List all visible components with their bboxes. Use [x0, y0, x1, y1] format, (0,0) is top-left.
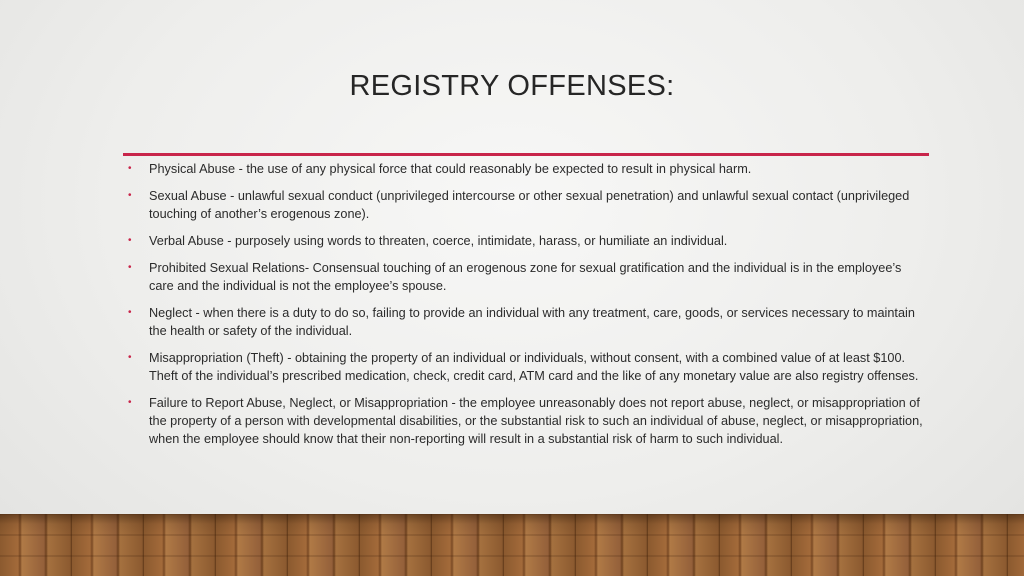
bullet-text: Misappropriation (Theft) - obtaining the property of an individual or individuals, without consent, with a combined value of at least $100. Theft of the individual’s prescribed medication, check, credit card, ATM card and the like of any monetary value are also registry offenses.	[149, 351, 919, 383]
bullet-item	[126, 187, 926, 223]
bullet-text: Failure to Report Abuse, Neglect, or Misappropriation - the employee unreasonably does not report abuse, neglect, or misappropriation of the property of a person with developmental disabilities, or the substantial risk to such an individual of abuse, neglect, or misappropriation, when the employee should know that their non-reporting will result in a substantial risk of harm to such individual.	[149, 396, 923, 446]
bullet-item	[126, 304, 926, 340]
bullet-icon: •	[128, 352, 132, 363]
bullet-item	[126, 394, 926, 448]
bullet-item	[126, 349, 926, 385]
bullet-text: Verbal Abuse - purposely using words to threaten, coerce, intimidate, harass, or humiliate an individual.	[149, 234, 728, 248]
bullet-text: Prohibited Sexual Relations- Consensual touching of an erogenous zone for sexual gratification and the individual is in the employee’s care and the individual is not the employee’s spouse.	[149, 261, 902, 293]
bullet-text: Neglect - when there is a duty to do so, failing to provide an individual with any treatment, care, goods, or services necessary to maintain the health or safety of the individual.	[149, 306, 915, 338]
bullet-icon: •	[128, 163, 132, 174]
bullet-text: Physical Abuse - the use of any physical force that could reasonably be expected to result in physical harm.	[149, 162, 752, 176]
bullet-list	[126, 160, 926, 457]
bullet-icon: •	[128, 307, 132, 318]
bullet-item	[126, 232, 926, 250]
bullet-item	[126, 259, 926, 295]
bullet-icon: •	[128, 235, 132, 246]
bullet-item	[126, 160, 926, 178]
slide-title: REGISTRY OFFENSES:	[349, 70, 675, 102]
title-divider	[123, 153, 929, 156]
wood-floor-decoration	[0, 514, 1024, 576]
bullet-icon: •	[128, 397, 132, 408]
bullet-icon: •	[128, 190, 132, 201]
bullet-icon: •	[128, 262, 132, 273]
bullet-text: Sexual Abuse - unlawful sexual conduct (unprivileged intercourse or other sexual penetration) and unlawful sexual contact (unprivileged touching of another’s erogenous zone).	[149, 189, 910, 221]
